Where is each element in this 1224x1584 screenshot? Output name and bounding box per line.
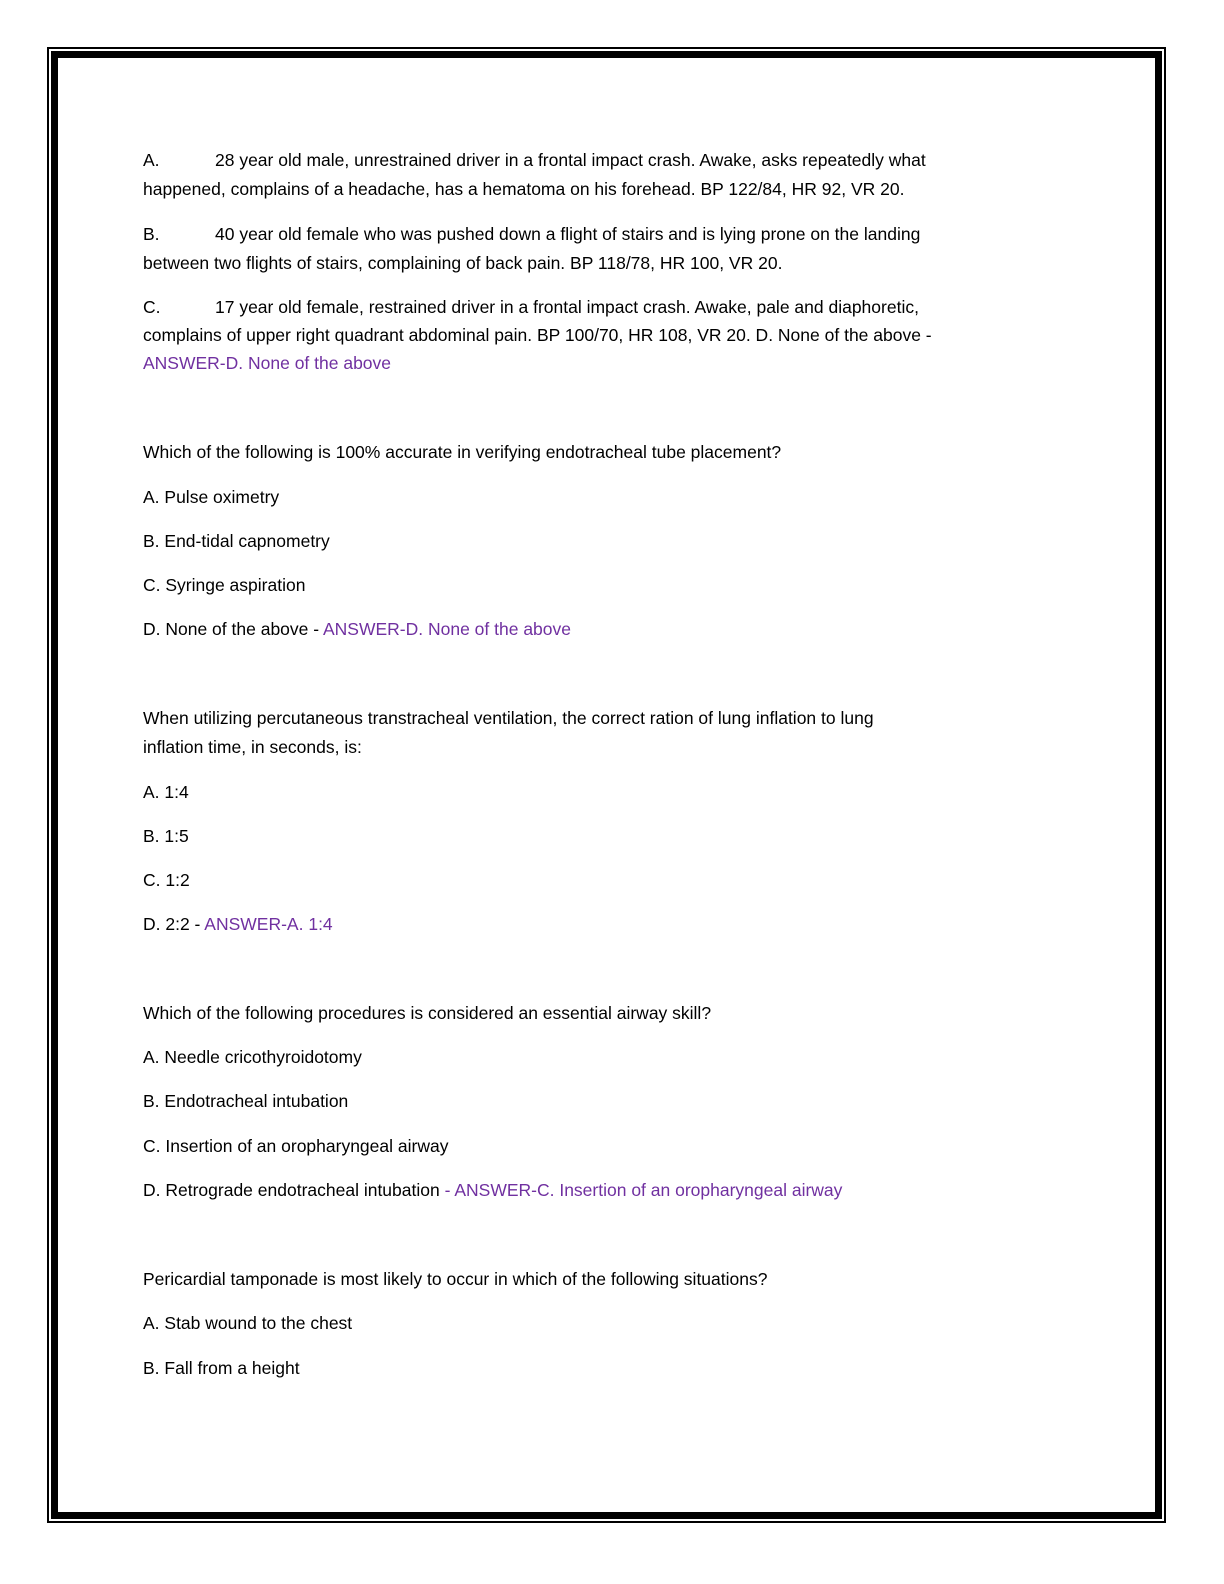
option-c: C. Insertion of an oropharyngeal airway (143, 1136, 449, 1156)
option-d (143, 1178, 842, 1202)
option-a-line-2: happened, complains of a headache, has a hematoma on his forehead. BP 122/84, HR 92, VR 20. (143, 179, 905, 199)
option-label: A. (143, 150, 160, 170)
option-text: D. Retrograde endotracheal intubation (143, 1180, 440, 1200)
answer: ANSWER-D. None of the above (143, 353, 392, 373)
option-a: A. Needle cricothyroidotomy (143, 1047, 362, 1067)
option-text: 40 year old female who was pushed down a flight of stairs and is lying prone on the landing (215, 224, 921, 244)
option-b: B. End-tidal capnometry (143, 531, 330, 551)
question-text: Which of the following is 100% accurate in verifying endotracheal tube placement? (143, 442, 782, 462)
option-b: B. 1:5 (143, 826, 189, 846)
option-c-line-2: complains of upper right quadrant abdominal pain. BP 100/70, HR 108, VR 20. D. None of the above - (143, 325, 932, 345)
option-b: B. Fall from a height (143, 1358, 300, 1378)
option-text: 28 year old male, unrestrained driver in a frontal impact crash. Awake, asks repeatedly what (215, 150, 926, 170)
option-c: C. 1:2 (143, 870, 190, 890)
question-text: Which of the following procedures is considered an essential airway skill? (143, 1003, 712, 1023)
answer: ANSWER-D. None of the above (322, 619, 572, 639)
answer: - ANSWER-C. Insertion of an oropharyngeal airway (444, 1180, 843, 1200)
option-a: A. 1:4 (143, 782, 189, 802)
option-text: 17 year old female, restrained driver in a frontal impact crash. Awake, pale and diaphoretic, (215, 297, 919, 317)
answer: ANSWER-A. 1:4 (204, 914, 333, 934)
question-text-line-1: When utilizing percutaneous transtracheal ventilation, the correct ration of lung inflation to lung (143, 708, 874, 728)
option-c-line-1 (143, 295, 919, 319)
option-label: C. (143, 297, 161, 317)
option-text: D. None of the above - (143, 619, 320, 639)
option-a: A. Stab wound to the chest (143, 1313, 353, 1333)
option-d (143, 912, 333, 936)
option-b: B. Endotracheal intubation (143, 1091, 349, 1111)
option-a: A. Pulse oximetry (143, 487, 280, 507)
question-text-line-2: inflation time, in seconds, is: (143, 737, 362, 757)
option-d (143, 617, 571, 641)
option-label: B. (143, 224, 160, 244)
option-c: C. Syringe aspiration (143, 575, 306, 595)
option-text: D. 2:2 - (143, 914, 201, 934)
option-a-line-1 (143, 148, 926, 172)
option-b-line-2: between two flights of stairs, complaining of back pain. BP 118/78, HR 100, VR 20. (143, 253, 783, 273)
option-b-line-1 (143, 222, 920, 246)
question-text: Pericardial tamponade is most likely to occur in which of the following situations? (143, 1269, 768, 1289)
